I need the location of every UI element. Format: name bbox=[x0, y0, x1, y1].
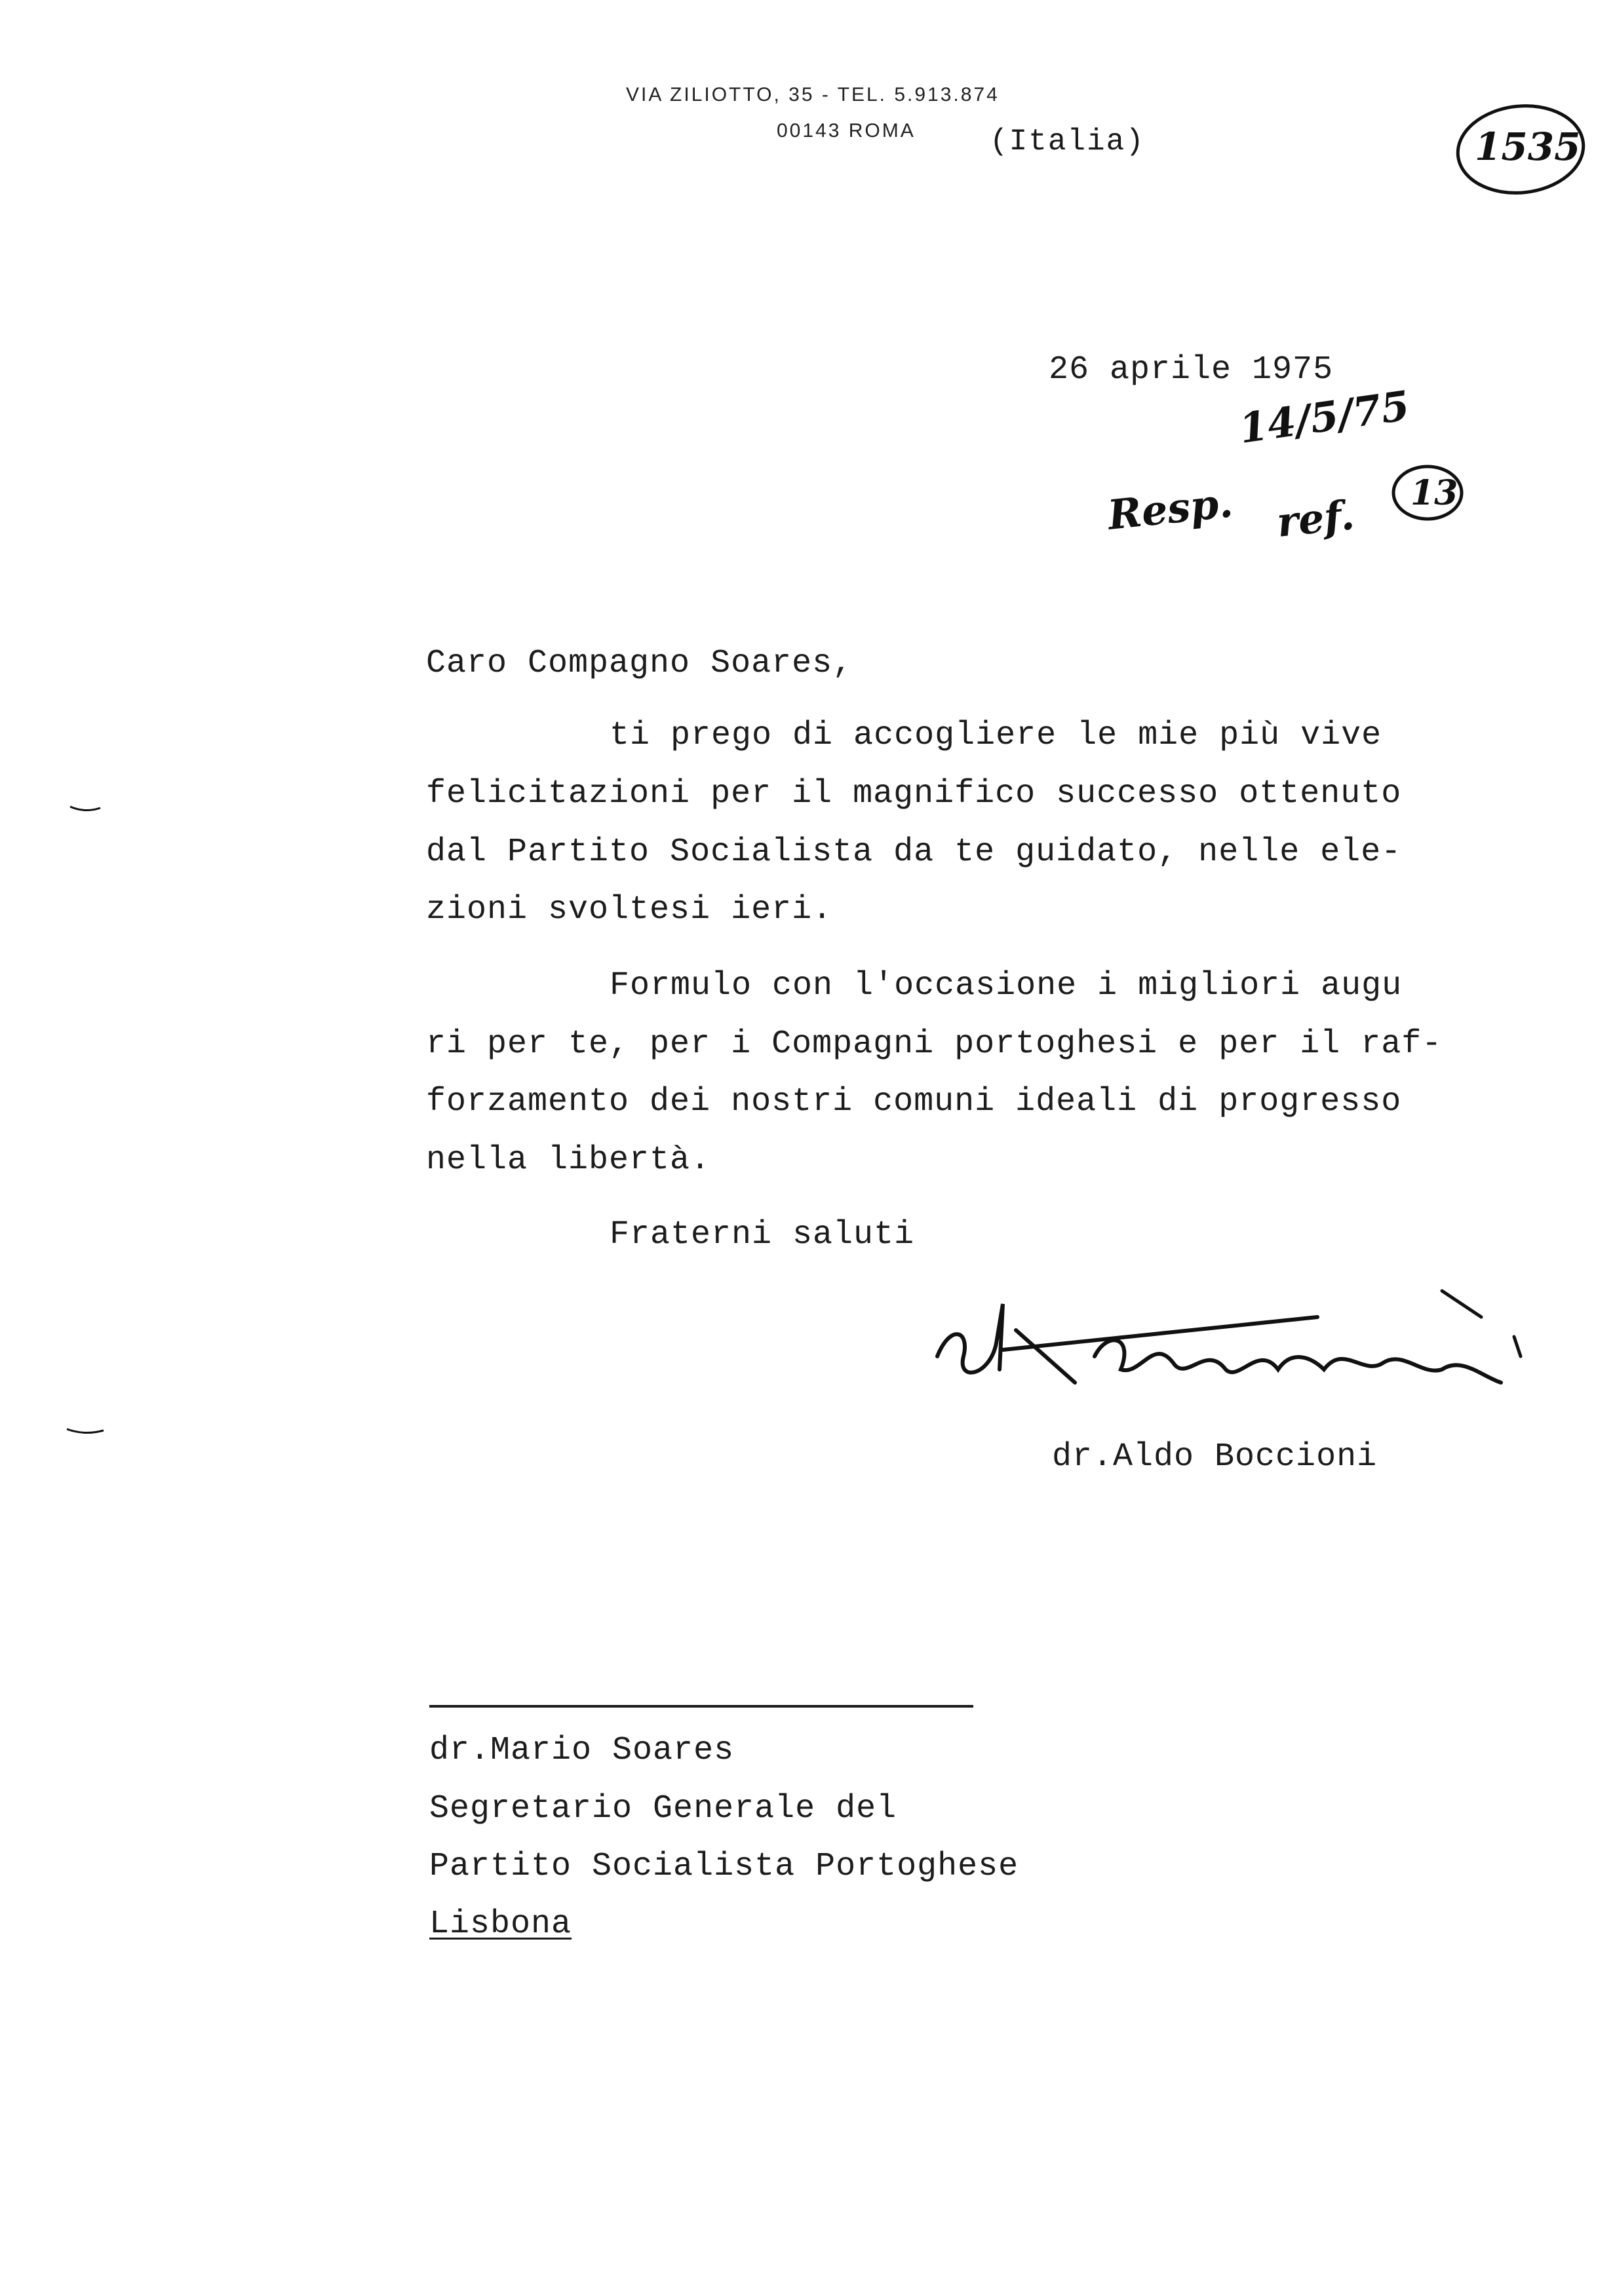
signature bbox=[924, 1278, 1566, 1428]
archive-number: 1535 bbox=[1475, 124, 1581, 169]
letterhead-country: (Italia) bbox=[990, 124, 1145, 159]
closing: Fraterni saluti bbox=[610, 1216, 915, 1253]
paragraph2-line: Formulo con l'occasione i migliori augu bbox=[610, 967, 1403, 1004]
annotation-ref: ref. bbox=[1274, 491, 1357, 546]
recipient-city: Lisbona bbox=[429, 1905, 572, 1943]
salutation: Caro Compagno Soares, bbox=[426, 645, 853, 682]
margin-mark bbox=[66, 1427, 105, 1435]
annotation-ref-circle bbox=[1388, 460, 1467, 526]
paragraph1-line: felicitazioni per il magnifico successo ottenuto bbox=[426, 775, 1402, 813]
margin-mark-icon bbox=[66, 1428, 105, 1436]
signer-name: dr.Aldo Boccioni bbox=[1052, 1438, 1378, 1476]
recipient-divider bbox=[429, 1705, 973, 1708]
paragraph1-line: ti prego di accogliere le mie più vive bbox=[610, 717, 1382, 754]
paragraph2-line: nella libertà. bbox=[426, 1141, 711, 1179]
paragraph1-line: zioni svoltesi ieri. bbox=[426, 891, 833, 928]
archive-stamp bbox=[1454, 98, 1588, 197]
recipient-title: Segretario Generale del bbox=[429, 1790, 897, 1827]
annotation-ref-number: 13 bbox=[1411, 473, 1458, 513]
paragraph1-line: dal Partito Socialista da te guidato, nelle ele- bbox=[426, 833, 1402, 871]
paragraph2-line: ri per te, per i Compagni portoghesi e per il raf- bbox=[426, 1025, 1443, 1063]
letterhead-city: 00143 ROMA bbox=[777, 120, 916, 142]
margin-mark bbox=[69, 805, 102, 813]
annotation-resp: Resp. bbox=[1105, 478, 1236, 539]
paragraph2-line: forzamento dei nostri comuni ideali di progresso bbox=[426, 1083, 1402, 1120]
letter-date: 26 aprile 1975 bbox=[1049, 351, 1334, 389]
letterhead-address: VIA ZILIOTTO, 35 - TEL. 5.913.874 bbox=[626, 84, 1000, 105]
recipient-organization: Partito Socialista Portoghese bbox=[429, 1848, 1019, 1885]
margin-mark-icon bbox=[69, 805, 102, 813]
annotation-resp-date: 14/5/75 bbox=[1236, 381, 1412, 453]
recipient-name: dr.Mario Soares bbox=[429, 1732, 735, 1769]
signature-scribble bbox=[924, 1278, 1566, 1428]
